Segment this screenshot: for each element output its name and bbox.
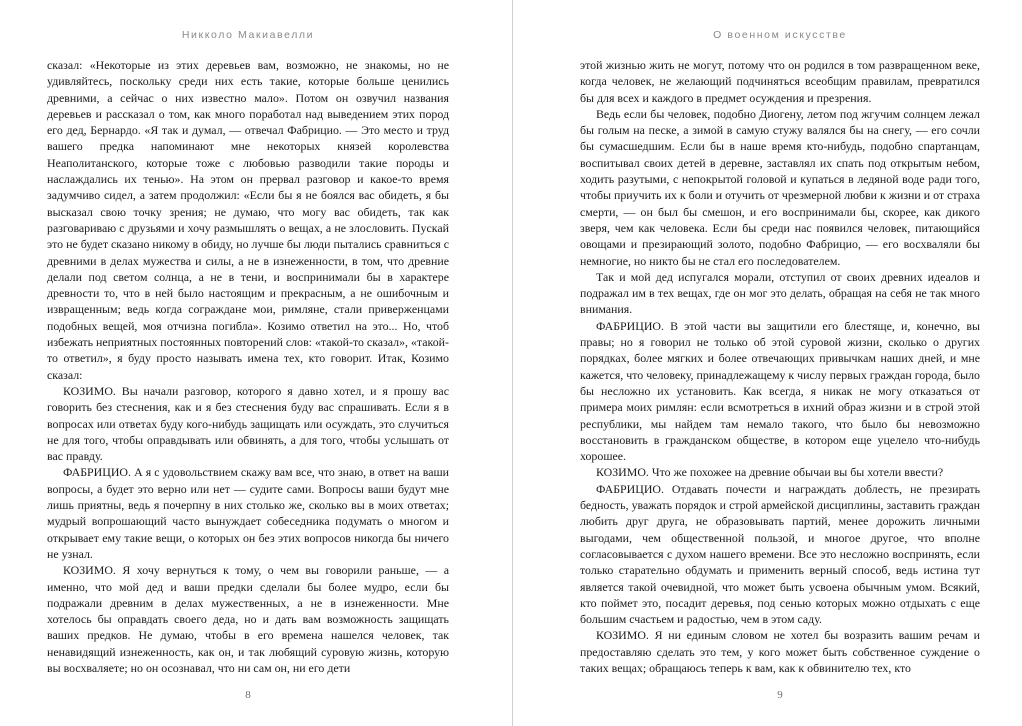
paragraph: этой жизнью жить не могут, потому что он родился в том развращенном веке, когда человек, не желающий подчиняться всеобщим правилам, превратился бы для всех и каждого в предмет осуждения и презрения. [580, 58, 980, 105]
left-page [47, 0, 449, 726]
running-head-author: Никколо Макиавелли [181, 29, 315, 41]
paragraph: Так и мой дед испугался морали, отступил от своих древних идеалов и подражал им в тех вещах, где он мог это делать, обращая на себя не так много внимания. [580, 269, 980, 317]
paragraph: ФАБРИЦИО. Отдавать почести и награждать доблесть, не презирать бедность, уважать порядок и строй армейской дисциплины, заставить граждан любить друг друга, не образовывать партий, менее дорожить личными выгодами, чем общественной пользой, и многое другое, что вполне согласовывается с духом нашего времени. Все это несложно воспринять, если только старательно обдумать и применить верный способ, ведь истина тут является такой очевидной, что может быть усвоена обычным умом. Всякий, кто поймет это, посадит деревья, под сенью которых можно отдыхать с еще большим счастьем и радостью, чем в этом саду. [580, 481, 980, 627]
page-number: 8 [245, 689, 251, 701]
paragraph: КОЗИМО. Вы начали разговор, которого я давно хотел, и я прошу вас говорить без стеснения, как и я без стеснения буду вас спрашивать. Если я в вопросах или ответах буду кого-нибудь защищать или осуждать, это случиться не для того, чтобы оправдывать или обвинять, а для того, чтобы услышать от вас правду. [47, 383, 449, 464]
paragraph: КОЗИМО. Я ни единым словом не хотел бы возразить вашим речам и предоставляю сделать это тем, у кого может быть собственное суждение о таких вещах; обращаюсь теперь к вам, как к обвинителю тех, кто [580, 628, 980, 675]
left-page-text [47, 57, 449, 676]
paragraph: КОЗИМО. Что же похожее на древние обычаи вы бы хотели ввести? [596, 465, 944, 480]
right-page [580, 0, 980, 726]
paragraph: КОЗИМО. Я хочу вернуться к тому, о чем вы говорили раньше, — а именно, что мой дед и ваши предки сделали бы более мудро, если бы подражали древним в делах мужественных, а не в изнеженности. Мне хотелось бы оправдать своего деда, но и дать вам возможность защищать ваших предков. Не думаю, чтобы в его времена нашелся человек, так ненавидящий изнеженность, как он, и так любящий суровую жизнь, которую вы восхваляете; но он осознавал, что ни сам он, ни его дети [47, 563, 449, 675]
paragraph: ФАБРИЦИО. А я с удовольствием скажу вам все, что знаю, в ответ на ваши вопросы, а будет это верно или нет — судите сами. Вопросы ваши будут мне лишь приятны, ведь я почерпну в них столько же, сколько вы в моих ответах; мудрый вопрошающий часто вынуждает собеседника подумать о многом и открывает ему такие вещи, о которых он без этих вопросов никогда бы ничего не узнал. [47, 465, 449, 561]
paragraph: ФАБРИЦИО. В этой части вы защитили его блестяще, и, конечно, вы правы; но я говорил не только об этой суровой жизни, сколько о других порядках, более мягких и более отвечающих привычкам наших дней, и мне кажется, что человеку, принадлежащему к числу первых граждан города, было бы несложно их установить. Как всегда, я никак не могу отказаться от примера моих римлян: если всмотреться в ихний образ жизни и в строй этой республики, мы найдем там немало такого, что было бы невозможно восстановить в гражданском обществе, в котором еще уцелело что-нибудь хорошее. [580, 318, 980, 464]
page-number: 9 [777, 689, 783, 701]
paragraph: Ведь если бы человек, подобно Диогену, летом под жгучим солнцем лежал бы голым на песке, а зимой в самую стужу валялся бы на снегу, — его сочли бы сумасшедшим. Если бы в наше время кто-нибудь, подобно спартанцам, воспитывал своих детей в деревне, заставлял их спать под открытым небом, ходить разутыми, с непокрытой головой и купаться в ледяной воде ради того, чтобы приучить их к боли и отучить от чрезмерной любви к жизни и от страха смерти, — он был бы смешон, и его воспринимали бы, скорее, как дикого зверя, чем как человека. Если бы среди нас появился человек, питающийся овощами и презирающий золото, подобно Фабрицио, — его восхваляли бы немногие, но никто бы не стал его последователем. [580, 106, 980, 268]
running-head-title: О военном искусстве [713, 29, 847, 41]
page-gutter [512, 0, 513, 726]
paragraph: сказал: «Некоторые из этих деревьев вам, возможно, не знакомы, но не удивляйтесь, поскольку среди них есть такие, которые больше ценились древними, а сейчас о них известно мало». Потом он озвучил названия деревьев и рассказал о том, как много поработал над выведением этих пород его дед, Бернардо. «Я так и думал, — отвечал Фабрицио. — Это место и труд вашего предка напоминают мне некоторых князей королевства Неаполитанского, которые тоже с любовью разводили такие породы и наслаждались их тенью». На этом он прервал разговор и какое-то время задумчиво сидел, а затем продолжил: «Если бы я не боялся вас обидеть, я бы высказал свою точку зрения; не думаю, что могу вас обидеть, так как разговариваю с друзьями и хочу размышлять о вещах, а не злословить. Пускай это не будет сказано никому в обиду, но лучше бы люди пытались сравниться с древними в делах мужества и силы, а не в изнеженности, в том, что древние делали под светом солнца, а не в тени, и воспринимали бы в характере древности то, что в ней было настоящим и прекрасным, а не ошибочным и извращенным; ведь когда согражданe мои, римляне, стали приверженцами подобных вещей, моя отчизна погибла». Козимо ответил на это... Но, чтоб избежать неприятных постоянных повторений слов: «такой-то сказал», «такой-то ответил», я буду просто называть имена тех, кто говорит. Итак, Козимо сказал: [47, 58, 449, 382]
right-page-text [580, 57, 980, 676]
